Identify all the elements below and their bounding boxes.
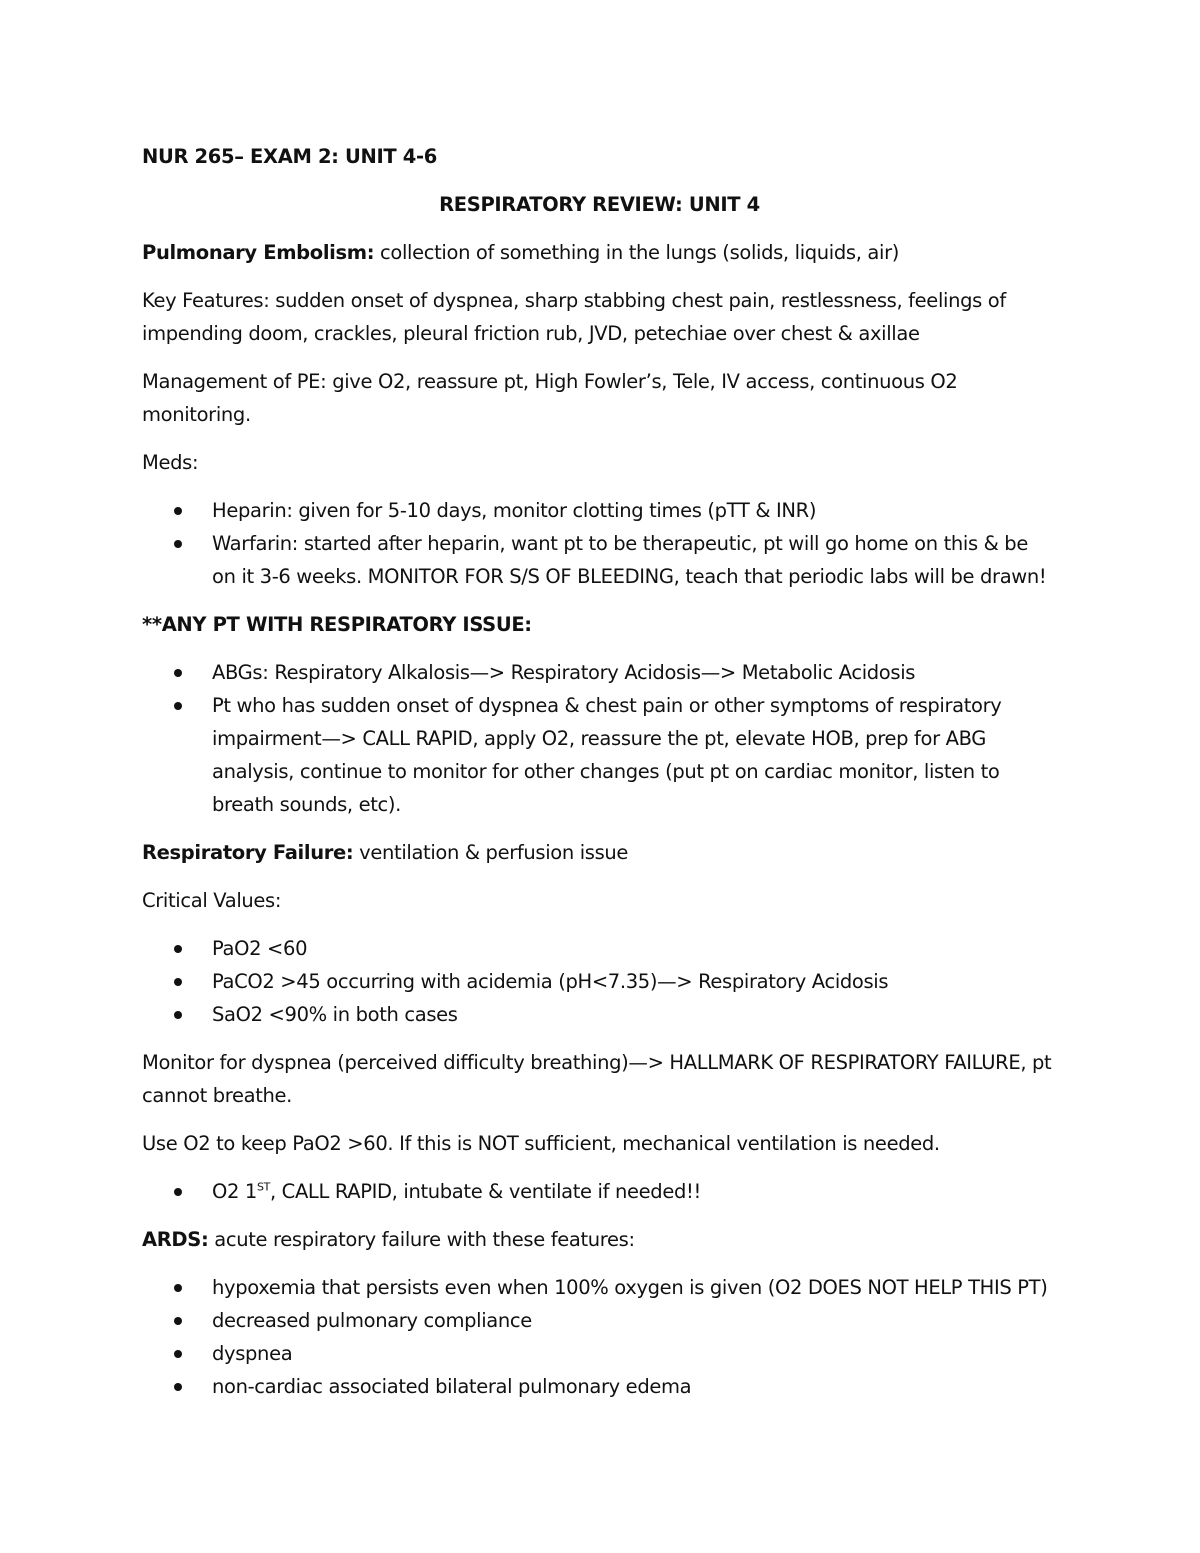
o2-first-post: , CALL RAPID, intubate & ventilate if needed!! [269, 1180, 701, 1203]
o2-first-list [142, 1175, 1057, 1208]
section-title: RESPIRATORY REVIEW: UNIT 4 [439, 193, 760, 216]
list-item: decreased pulmonary compliance [212, 1304, 1057, 1337]
ards-list [142, 1271, 1057, 1403]
o2-first-sup: ST [256, 1180, 270, 1194]
resp-failure-paragraph [142, 836, 1057, 869]
list-item: dyspnea [212, 1337, 1057, 1370]
any-pt-list [142, 656, 1057, 821]
document-body [142, 140, 1057, 1418]
meds-label: Meds: [142, 451, 199, 474]
list-item: hypoxemia that persists even when 100% oxygen is given (O2 DOES NOT HELP THIS PT) [212, 1271, 1057, 1304]
o2-first-pre: O2 1 [212, 1180, 257, 1203]
pe-definition-paragraph [142, 236, 1057, 269]
critical-values-label: Critical Values: [142, 889, 282, 912]
pe-key-features: Key Features: sudden onset of dyspnea, sharp stabbing chest pain, restlessness, feelings of impending doom, crackles, pleural friction rub, JVD, petechiae over chest & axillae [142, 289, 1006, 345]
list-item: PaO2 <60 [212, 932, 1057, 965]
list-item: SaO2 <90% in both cases [212, 998, 1057, 1031]
resp-failure-term: Respiratory Failure: [142, 841, 354, 864]
list-item: PaCO2 >45 occurring with acidemia (pH<7.35)—> Respiratory Acidosis [212, 965, 1057, 998]
ards-definition: acute respiratory failure with these features: [208, 1228, 635, 1251]
monitor-dyspnea: Monitor for dyspnea (perceived difficulty breathing)—> HALLMARK OF RESPIRATORY FAILURE, pt cannot breathe. [142, 1051, 1052, 1107]
resp-failure-definition: ventilation & perfusion issue [353, 841, 629, 864]
any-pt-heading: **ANY PT WITH RESPIRATORY ISSUE: [142, 613, 532, 636]
use-o2: Use O2 to keep PaO2 >60. If this is NOT sufficient, mechanical ventilation is needed. [142, 1132, 940, 1155]
meds-list [142, 494, 1057, 593]
pe-term: Pulmonary Embolism: [142, 241, 375, 264]
pe-definition: collection of something in the lungs (solids, liquids, air) [374, 241, 899, 264]
critical-values-list [142, 932, 1057, 1031]
ards-term: ARDS: [142, 1228, 209, 1251]
list-item: Pt who has sudden onset of dyspnea & chest pain or other symptoms of respiratory impairment—> CALL RAPID, apply O2, reassure the pt, elevate HOB, prep for ABG analysis, continue to monitor for other changes (put pt on cardiac monitor, listen to breath sounds, etc). [212, 689, 1057, 821]
list-item [212, 1175, 1057, 1208]
list-item: Heparin: given for 5-10 days, monitor clotting times (pTT & INR) [212, 494, 1057, 527]
course-title: NUR 265– EXAM 2: UNIT 4-6 [142, 145, 437, 168]
list-item: ABGs: Respiratory Alkalosis—> Respiratory Acidosis—> Metabolic Acidosis [212, 656, 1057, 689]
pe-management: Management of PE: give O2, reassure pt, High Fowler’s, Tele, IV access, continuous O2 monitoring. [142, 370, 958, 426]
list-item: Warfarin: started after heparin, want pt to be therapeutic, pt will go home on this & be on it 3-6 weeks. MONITOR FOR S/S OF BLEEDING, teach that periodic labs will be drawn! [212, 527, 1057, 593]
list-item: non-cardiac associated bilateral pulmonary edema [212, 1370, 1057, 1403]
ards-paragraph [142, 1223, 1057, 1256]
